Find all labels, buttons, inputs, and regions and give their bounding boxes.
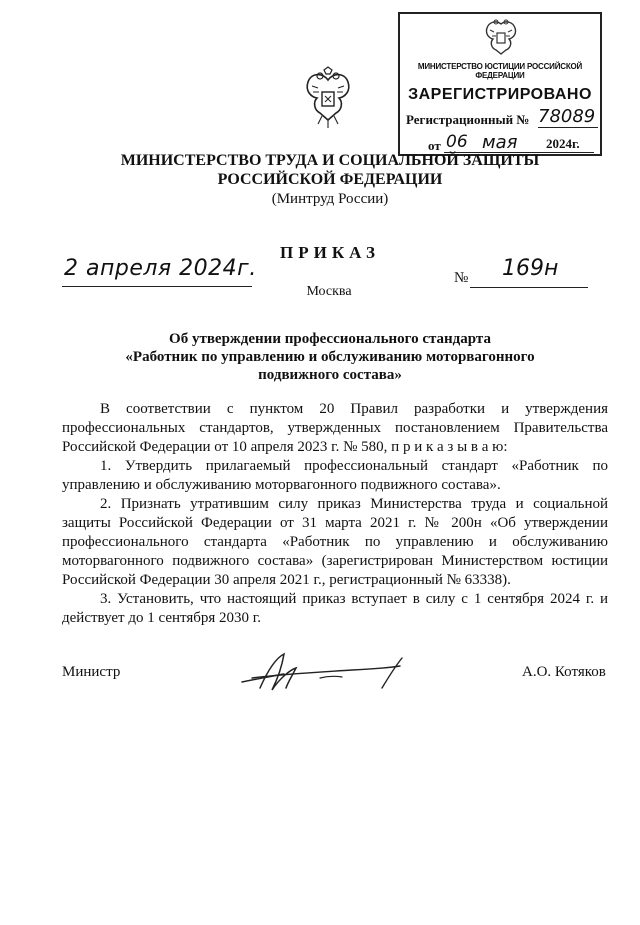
stamp-emblem-icon bbox=[482, 18, 520, 58]
document-title-line3: подвижного состава» bbox=[258, 367, 402, 383]
body-paragraph: 3. Установить, что настоящий приказ вступает в силу с 1 сентября 2024 г. и действует до 1 сентября 2030 г. bbox=[62, 591, 608, 626]
body-paragraph: 2. Признать утратившим силу приказ Министерства труда и социальной защиты Российской Федерации от 31 марта 2021 г. № 200н «Об утверждении профессионального стандарта «Работник по управлению и обслуживанию моторвагонного подвижного состава» (зарегистрирован Министерством юстиции Российской Федерации 30 апреля 2021 г., регистрационный № 63338). bbox=[62, 496, 608, 588]
document-title-line2: «Работник по управлению и обслуживанию моторвагонного bbox=[125, 349, 535, 365]
document-body bbox=[62, 400, 608, 628]
stamp-reg-number: 78089 bbox=[538, 106, 598, 128]
order-number: 169н bbox=[502, 256, 559, 281]
order-date-line bbox=[62, 286, 252, 287]
registration-stamp bbox=[398, 12, 602, 156]
coat-of-arms-icon bbox=[302, 66, 354, 132]
ministry-short-name: (Минтруд России) bbox=[271, 191, 389, 207]
body-paragraph: В соответствии с пунктом 20 Правил разработки и утверждения профессиональных стандартов, утвержденных постановлением Правительства Российской Федерации от 10 апреля 2023 г. № 580, п р и к а з ы в а ю: bbox=[62, 401, 608, 455]
document-title bbox=[110, 330, 550, 384]
stamp-date-day: 06 bbox=[446, 132, 468, 152]
stamp-title: ЗАРЕГИСТРИРОВАНО bbox=[408, 86, 592, 103]
ministry-name-line1: МИНИСТЕРСТВО ТРУДА И СОЦИАЛЬНОЙ ЗАЩИТЫ bbox=[120, 152, 540, 169]
body-paragraph: 1. Утвердить прилагаемый профессиональный стандарт «Работник по управлению и обслуживанию моторвагонного подвижного состава». bbox=[62, 458, 608, 493]
order-number-label: № bbox=[454, 270, 469, 286]
stamp-ministry: МИНИСТЕРСТВО ЮСТИЦИИ РОССИЙСКОЙ ФЕДЕРАЦИИ bbox=[417, 62, 583, 80]
handwritten-signature bbox=[232, 648, 408, 696]
stamp-reg-label: Регистрационный № bbox=[406, 112, 530, 127]
order-number-line bbox=[470, 287, 588, 288]
stamp-date-prefix: от bbox=[428, 138, 441, 153]
order-title: ПРИКАЗ bbox=[280, 243, 380, 262]
order-city: Москва bbox=[306, 284, 352, 299]
order-date: 2 апреля 2024г. bbox=[64, 256, 257, 281]
ministry-name-line2: РОССИЙСКОЙ ФЕДЕРАЦИИ bbox=[217, 171, 443, 188]
signer-name: А.О. Котяков bbox=[522, 664, 606, 680]
stamp-date-month: мая bbox=[482, 132, 518, 153]
stamp-date-year: 2024г. bbox=[546, 136, 580, 151]
signer-role: Министр bbox=[62, 664, 121, 680]
document-title-line1: Об утверждении профессионального стандарта bbox=[169, 331, 491, 347]
